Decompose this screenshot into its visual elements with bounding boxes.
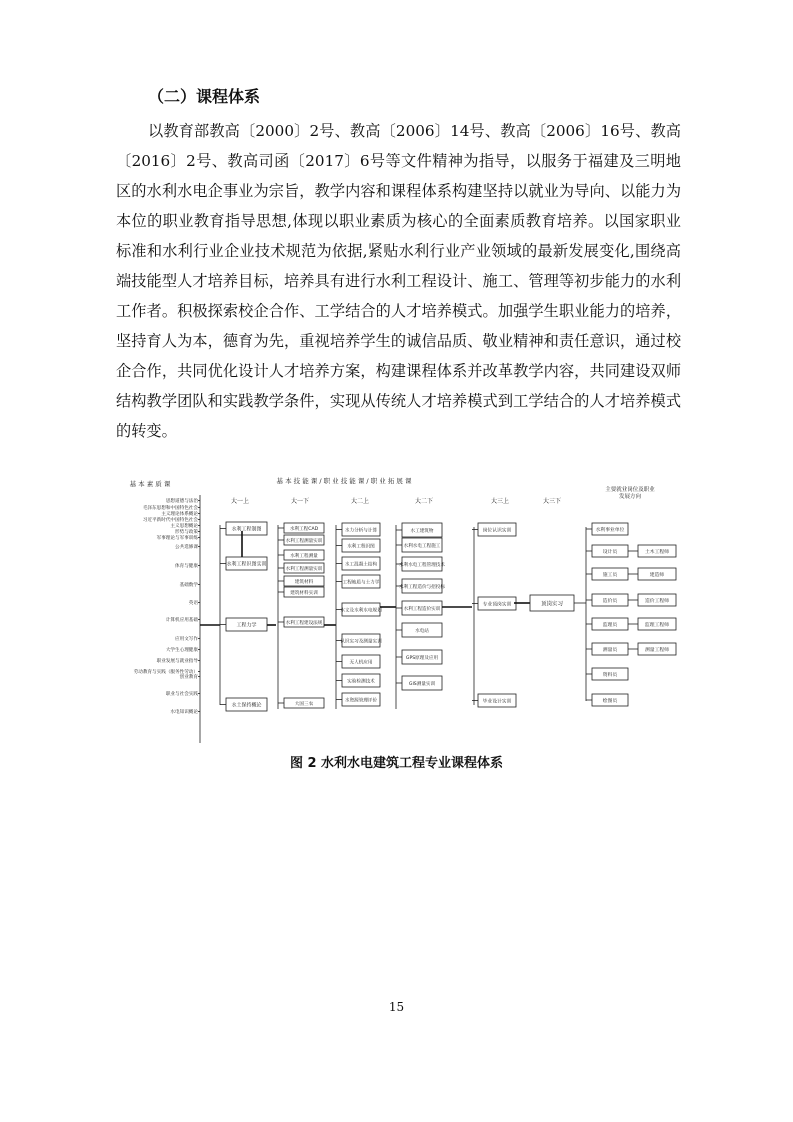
basic-course-item: 公共选修课	[175, 545, 198, 550]
figure-caption: 图 2 水利水电建筑工程专业课程体系	[289, 756, 504, 771]
basic-course-item: 职业与社会实践	[165, 692, 198, 697]
career-role-label: 设计员	[602, 550, 618, 555]
col3-course-label: 水资源管理评价	[344, 698, 378, 704]
col2-course-label: 水利工程测量实训	[285, 539, 323, 544]
basic-course-item: 习近平新时代中国特色社会	[142, 518, 198, 523]
col3-course-label: 无人机应用	[349, 660, 373, 666]
col2-course-label: 水利工程测量	[290, 554, 318, 559]
col3-course-label: 水文及水利水电规划	[340, 608, 382, 614]
col3-course-label: 认识实习及测量实训	[340, 639, 382, 645]
semester-label: 大一上	[230, 498, 250, 505]
col3-course-label: 水利工程识图	[347, 544, 375, 550]
basic-course-item: 劳动教育与实践（服务性劳动）	[133, 670, 198, 675]
col3-course-label: 水工混凝土结构	[344, 562, 378, 568]
career-title-label: 测量工程师	[645, 648, 669, 653]
career-role-label: 资料员	[602, 673, 618, 678]
basic-course-item: 英语	[188, 601, 198, 606]
basic-course-item: 体育与健康	[175, 564, 198, 569]
col2-course-label: 建筑材料	[294, 580, 314, 585]
col4-course-label: 水利水电工程管理技术	[399, 563, 445, 568]
basic-course-item: 计算机应用基础	[165, 618, 198, 623]
col4-course-label: 水利水电工程施工	[403, 544, 441, 549]
career-role-label: 监理员	[602, 623, 618, 628]
basic-course-item: 职业发展与就业指导	[156, 659, 198, 664]
body-paragraph-container	[116, 116, 681, 446]
career-header-1: 主要就业岗位及职业	[605, 487, 655, 493]
col2-course-label: 建筑材料实训	[290, 591, 318, 596]
col3-course-label: 水力分析与计算	[344, 528, 378, 534]
semester-label: 大二上	[350, 498, 370, 505]
col4-course-label: GPS原理及应用	[405, 656, 439, 661]
col4-course-label: 水利工程造价实训	[403, 607, 441, 612]
col4-course-label: 水利工程造价与招投标	[399, 585, 445, 590]
col4-course-label: 水电站	[415, 629, 429, 634]
semester-label: 大二下	[414, 498, 434, 505]
basic-course-item: 主义思想概论	[170, 524, 198, 529]
page-number: 15	[388, 1000, 405, 1014]
col5-course-label: 岗位认识实训	[482, 528, 512, 534]
basic-course-item: 基础数学	[179, 583, 198, 588]
col2-course-label: 水利工程建设法规	[285, 621, 323, 626]
body-paragraph: 以教育部教高〔2000〕2号、教高〔2006〕14号、教高〔2006〕16号、教高〔2016〕2号、教高司函〔2017〕6号等文件精神为指导，以服务于福建及三明地区的水利水电企事业为宗旨，教学内容和课程体系构建坚持以就业为导向、以能力为本位的职业教育指导思想,体现以职业素质为核心的全面素质教育培养。以国家职业标准和水利行业企业技术规范为依据,紧贴水利行业产业领域的最新发展变化,围绕高端技能型人才培养目标，培养具有进行水利工程设计、施工、管理等初步能力的水利工作者。积极探索校企合作、工学结合的人才培养模式。加强学生职业能力的培养，坚持育人为本，德育为先，重视培养学生的诚信品质、敬业精神和责任意识，通过校企合作，共同优化设计人才培养方案，构建课程体系并改革教学内容，共同建设双师结构教学团队和实践教学条件，实现从传统人才培养模式到工学结合的人才培养模式的转变。	[116, 122, 681, 440]
semester-label: 大三上	[490, 498, 510, 505]
career-title-label: 土木工程师	[645, 550, 669, 555]
col4-course-label: 水工建筑物	[410, 529, 434, 534]
section-heading: （二）课程体系	[148, 87, 261, 106]
col2-course-label: 大国三农	[294, 702, 314, 707]
career-role-label: 绘图员	[602, 699, 618, 704]
career-header-2: 发展方向	[618, 494, 642, 500]
career-title-label: 造价工程师	[645, 599, 669, 604]
semester-label: 大一下	[290, 498, 310, 505]
basic-course-item: 主义理论体系概论	[161, 512, 198, 517]
career-title-label: 建造师	[649, 573, 665, 578]
col2-course-label: 水利工程CAD	[289, 527, 319, 532]
career-title-label: 监理工程师	[645, 623, 669, 628]
col5-course-label: 毕业设计实训	[482, 699, 512, 705]
basic-courses-header: 基 本 素 质 课	[129, 480, 171, 488]
col1-course-label: 水土保持概论	[231, 702, 262, 709]
col3-course-label: 工程地质与土力学	[342, 580, 380, 586]
career-role-label: 水利事业单位	[595, 528, 625, 533]
basic-course-item: 应用文写作	[175, 637, 198, 642]
basic-course-item: 创业教育	[179, 675, 198, 680]
basic-course-item: 毛泽东思想和中国特色社会	[142, 506, 198, 511]
skills-header: 基 本 技 能 课 / 职 业 技 能 课 / 职 业 拓 展 课	[276, 477, 412, 485]
semester-label: 大三下	[542, 498, 562, 505]
career-role-label: 造价员	[602, 599, 618, 604]
col5-course-label: 专业顶岗实训	[482, 602, 512, 608]
career-role-label: 施工员	[602, 573, 618, 578]
col1-course-label: 水利工程制图	[231, 526, 262, 533]
career-role-label: 测量员	[602, 648, 618, 653]
col1-course-label: 工程力学	[236, 622, 257, 629]
basic-course-item: 大学生心理健康	[165, 648, 198, 653]
basic-course-item: 军事理论与军事训练	[156, 536, 198, 541]
internship-label: 顶岗实习	[540, 601, 564, 608]
col4-course-label: GIS测量实训	[408, 682, 436, 687]
col2-course-label: 水利工程测量实训	[285, 567, 323, 572]
col3-course-label: 实验检测技术	[347, 679, 375, 685]
basic-course-item: 思想道德与法治	[165, 499, 198, 504]
col1-course-label: 水利工程识图实训	[226, 561, 267, 568]
basic-course-item: 形势与政策	[175, 530, 198, 535]
basic-course-item: 水电知识概论	[170, 710, 198, 715]
curriculum-diagram	[112, 477, 692, 749]
